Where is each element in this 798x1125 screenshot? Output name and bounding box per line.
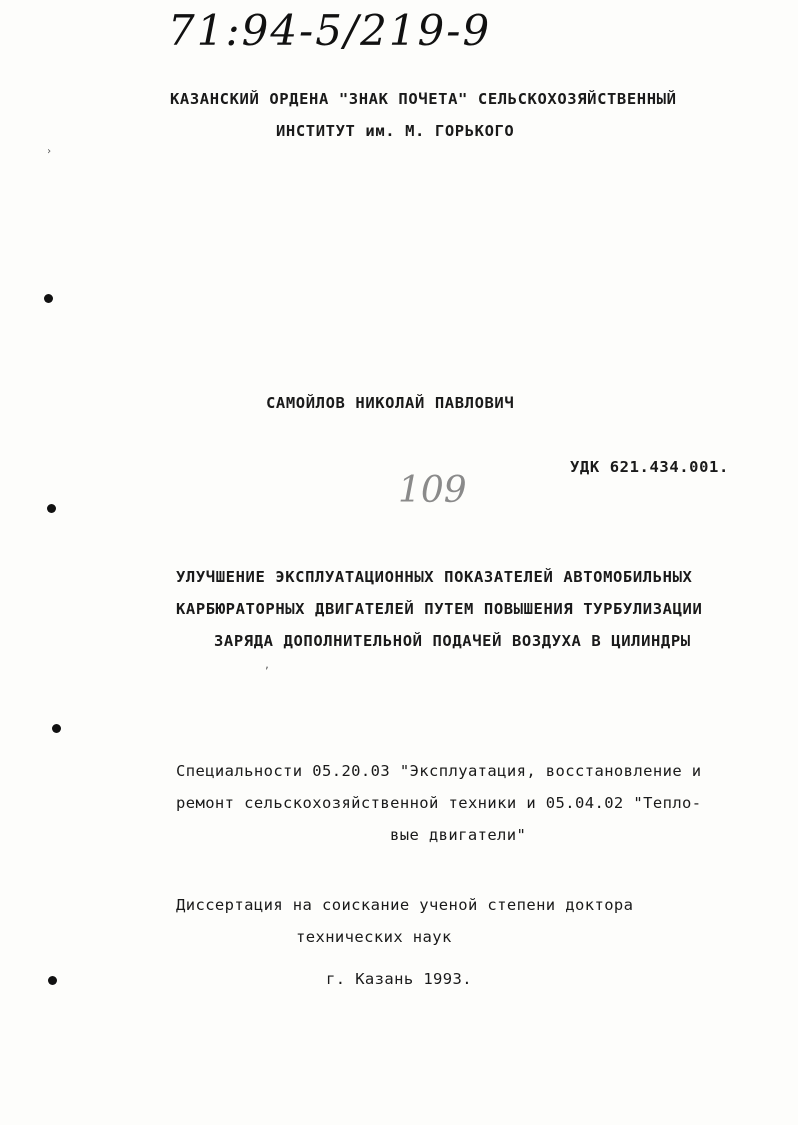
place-and-year: г. Казань 1993.: [326, 970, 472, 988]
punch-hole-1: [44, 294, 53, 303]
specialty-line-3: вые двигатели": [390, 826, 527, 844]
institution-line-2: ИНСТИТУТ им. М. ГОРЬКОГО: [276, 122, 515, 140]
title-line-2: КАРБЮРАТОРНЫХ ДВИГАТЕЛЕЙ ПУТЕМ ПОВЫШЕНИЯ ТУРБУЛИЗАЦИИ: [176, 600, 703, 618]
institution-line-1: КАЗАНСКИЙ ОРДЕНА "ЗНАК ПОЧЕТА" СЕЛЬСКОХОЗЯЙСТВЕННЫЙ: [170, 90, 677, 108]
handwritten-archive-code: 71:94-5/219-9: [168, 6, 492, 55]
punch-hole-2: [47, 504, 56, 513]
specialty-line-1: Специальности 05.20.03 "Эксплуатация, восстановление и: [176, 762, 702, 780]
udk-code: УДК 621.434.001.: [570, 458, 729, 476]
title-line-3: ЗАРЯДА ДОПОЛНИТЕЛЬНОЙ ПОДАЧЕЙ ВОЗДУХА В ЦИЛИНДРЫ: [214, 632, 691, 650]
dissertation-line-2: технических наук: [296, 928, 452, 946]
dissertation-line-1: Диссертация на соискание ученой степени доктора: [176, 896, 634, 914]
margin-tick-mark: ›: [46, 146, 53, 157]
punch-hole-4: [48, 976, 57, 985]
author-name: САМОЙЛОВ НИКОЛАЙ ПАВЛОВИЧ: [266, 394, 515, 412]
title-line-1: УЛУЧШЕНИЕ ЭКСПЛУАТАЦИОННЫХ ПОКАЗАТЕЛЕЙ АВТОМОБИЛЬНЫХ: [176, 568, 693, 586]
handwritten-page-note: 109: [398, 470, 467, 511]
punch-hole-3: [52, 724, 61, 733]
specialty-line-2: ремонт сельскохозяйственной техники и 05.04.02 "Тепло-: [176, 794, 702, 812]
stray-mark: ,: [264, 660, 271, 671]
